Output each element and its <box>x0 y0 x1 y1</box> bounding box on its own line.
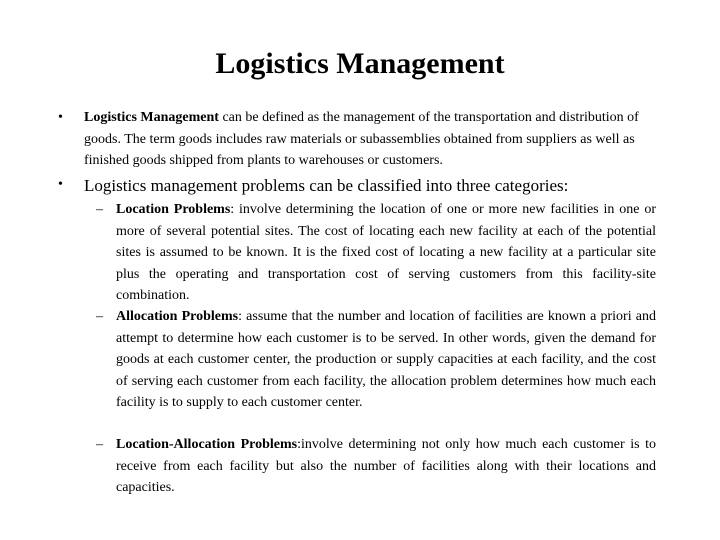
bullet-text: Logistics management problems can be classified into three categories: <box>84 176 569 195</box>
bullet-body: can be defined as the management of the transportation and distribution of goods. The term goods includes raw materials or subassemblies obtained from suppliers as well as finished goods shipped from plants to warehouses or customers. <box>84 110 639 168</box>
bullet-item-categories <box>58 174 658 198</box>
sub-item-text <box>116 306 656 414</box>
sub-item-bold-term: Location Problems <box>116 202 231 217</box>
bullet-bold-term: Logistics Management <box>84 110 219 125</box>
sub-item-body: : involve determining the location of one or more new facilities in one or more of several potential sites. The cost of locating each new facility at each of the potential sites is assumed to be known. It is the fixed cost of locating a new facility at a particular site plus the operating and transportation cost of serving customers from this facility-site combination. <box>116 202 656 303</box>
slide-title: Logistics Management <box>215 47 505 80</box>
bullet-item-definition <box>58 107 658 172</box>
dash-icon: – <box>96 309 103 324</box>
dash-icon: – <box>96 202 103 217</box>
sub-item-body: :involve determining not only how much each customer is to receive from each facility but also the number of facilities along with their locations and capacities. <box>116 437 656 495</box>
sub-item-bold-term: Location-Allocation Problems <box>116 437 298 452</box>
sub-item-text <box>116 199 656 307</box>
sub-item-bold-term: Allocation Problems <box>116 309 239 324</box>
sub-item-location-allocation <box>96 434 656 499</box>
bullet-icon: • <box>58 177 63 192</box>
dash-icon: – <box>96 437 103 452</box>
bullet-text <box>84 107 658 172</box>
sub-item-text <box>116 434 656 499</box>
sub-item-location <box>96 199 656 307</box>
sub-item-allocation <box>96 306 656 414</box>
bullet-icon: • <box>58 110 63 125</box>
sub-item-body: : assume that the number and location of facilities are known a priori and attempt to determine how each customer is to be served. In other words, given the demand for goods at each customer center, the production or supply capacities at each facility, and the cost of serving each customer from each facility, the allocation problem determines how much each facility is to supply to each customer center. <box>116 309 656 410</box>
